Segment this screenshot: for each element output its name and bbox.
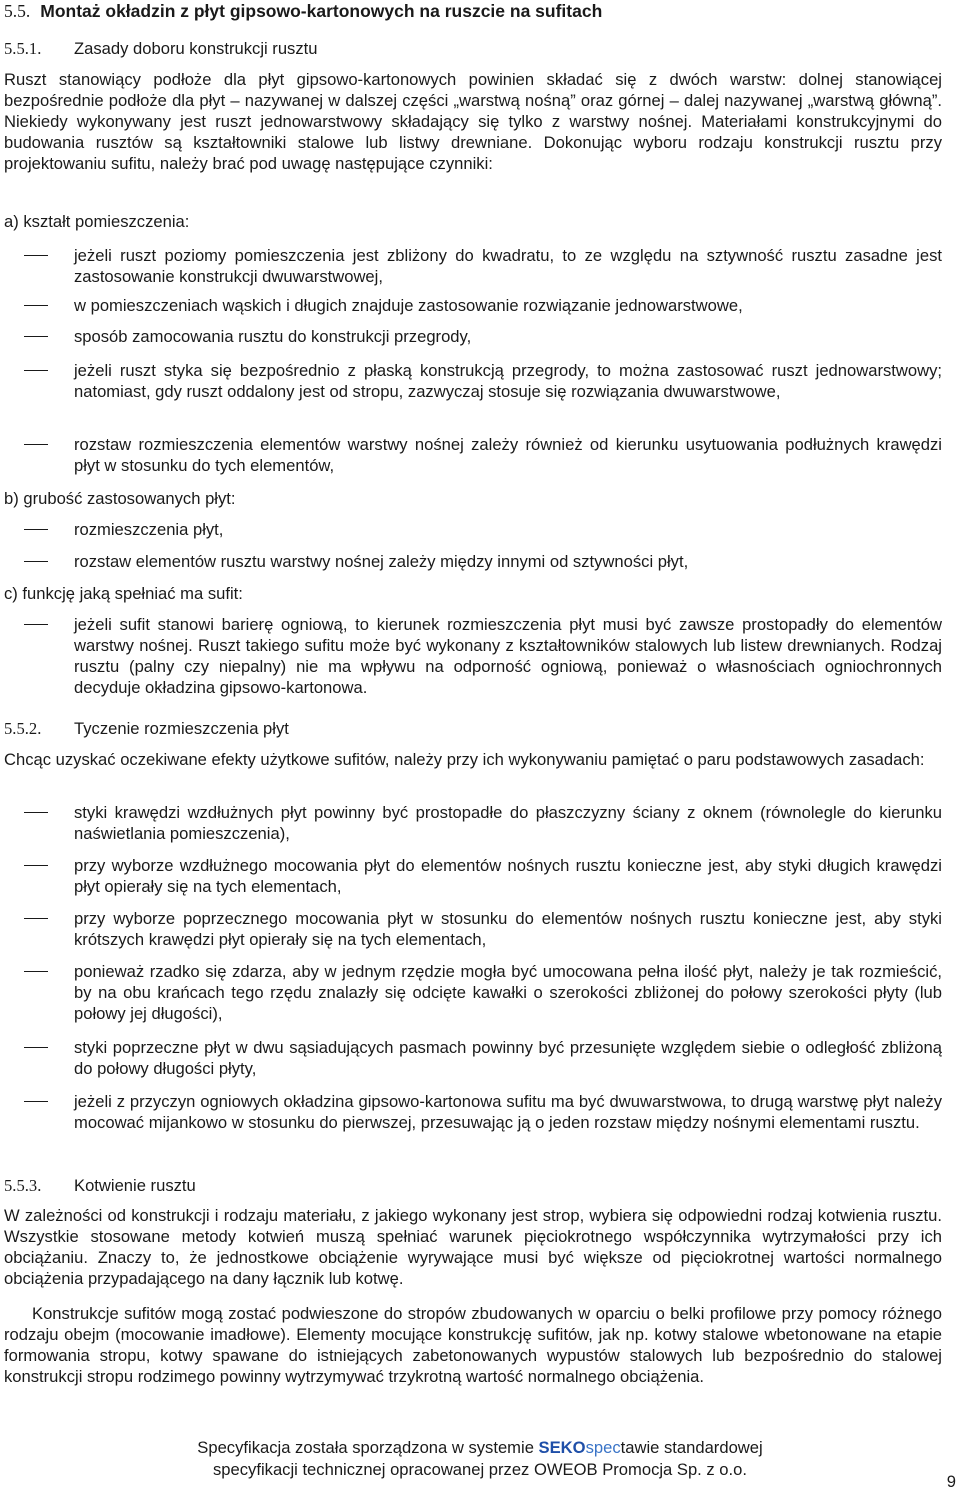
section-number: 5.5. xyxy=(4,1,31,21)
footer-line-2: specyfikacji technicznej opracowanej przez OWEOB Promocja Sp. z o.o. xyxy=(213,1460,747,1479)
paragraph: W zależności od konstrukcji i rodzaju materiału, z jakiego wykonany jest strop, wybiera się odpowiedni rodzaj kotwienia rusztu. Wszystkie stosowane metody kotwień muszą spełniać warunek pięciokrotnego współczynnika wytrzymałości przy ich obciążaniu. Znaczy to, że jednostkowe obciążenie wyrywające musi być większe od pięciokrotnej wartości normalnego obciążenia przypadającego na dany łącznik lub kotwę. xyxy=(4,1206,942,1288)
dash-bullet xyxy=(24,370,48,371)
list-item: jeżeli z przyczyn ogniowych okładzina gipsowo-kartonowa sufitu ma być dwuwarstwowa, to drugą warstwę płyt należy mocować mijankowo w stosunku do pierwszej, przesuwając ją o jeden rozstaw między nośnymi elementami rusztu. xyxy=(24,1091,942,1133)
list-item: ponieważ rzadko się zdarza, aby w jednym rzędzie mogła być umocowana pełna ilość płyt, należy je tak rozmieścić, by na obu krańcach tego rzędu znalazły się odcięte kawałki o szerokości zbliżonej do połowy szerokości płyty (lub połowy jej długości), xyxy=(24,961,942,1024)
dash-bullet xyxy=(24,336,48,337)
list-item: styki krawędzi wzdłużnych płyt powinny być prostopadłe do płaszczyzny ściany z oknem (równolegle do kierunku naświetlania pomieszczenia), xyxy=(24,802,942,844)
dash-bullet xyxy=(24,255,48,256)
intro-paragraph: Ruszt stanowiący podłoże dla płyt gipsowo-kartonowych powinien składać się z dwóch warstw: dolnej stanowiącej bezpośrednie podłoże dla płyt – nazywanej w dalszej części „warstwą nośną” oraz górnej – dalej nazywanej „warstwą główną”. Niekiedy wykonywany jest ruszt jednowarstwowy składający się tylko z warstwy nośnej. Materiałami konstrukcyjnymi do budowania rusztów są kształtowniki stalowe lub listwy drewniane. Dokonując wyboru rodzaju konstrukcji rusztu przy projektowaniu sufitu, należy brać pod uwagę następujące czynniki: xyxy=(4,70,942,173)
list-item: w pomieszczeniach wąskich i długich znajduje zastosowanie rozwiązanie jednowarstwowe, xyxy=(24,295,942,316)
page-footer xyxy=(0,1437,960,1481)
list-item: jeżeli ruszt poziomy pomieszczenia jest zbliżony do kwadratu, to ze względu na sztywność rusztu zasadne jest zastosowanie konstrukcji dwuwarstwowej, xyxy=(24,245,942,287)
list-item: jeżeli ruszt styka się bezpośrednio z płaską konstrukcją przegrody, to można zastosować ruszt jednowarstwowy; natomiast, gdy ruszt oddalony jest od stropu, zazwyczaj stosuje się rozwiązania dwuwarstwowe, xyxy=(24,360,942,402)
subsection-heading-1 xyxy=(4,38,318,59)
dash-bullet xyxy=(24,305,48,306)
dash-bullet xyxy=(24,624,48,625)
subsection-number: 5.5.3. xyxy=(4,1176,42,1195)
intro-paragraph-2: Chcąc uzyskać oczekiwane efekty użytkowe sufitów, należy przy ich wykonywaniu pamiętać o paru podstawowych zasadach: xyxy=(4,750,925,769)
page-number: 9 xyxy=(946,1472,956,1491)
list-item: rozmieszczenia płyt, xyxy=(24,519,942,540)
list-item: rozstaw elementów rusztu warstwy nośnej zależy między innymi od sztywności płyt, xyxy=(24,551,942,572)
list-item: jeżeli sufit stanowi barierę ogniową, to kierunek rozmieszczenia płyt musi być zawsze prostopadły do elementów warstwy nośnej. Ruszt takiego sufitu może być wykonany z kształtowników stalowych lub listew drewnianych. Rodzaj rusztu (palny czy niepalny) nie ma wpływu na odporność ogniową, ponieważ o własnościach ogniochronnych decyduje okładzina gipsowo-kartonowa. xyxy=(24,614,942,698)
list-item: przy wyborze wzdłużnego mocowania płyt do elementów nośnych rusztu konieczne jest, aby styki długich krawędzi płyt opierały się na tych elementach, xyxy=(24,855,942,897)
subsection-number: 5.5.1. xyxy=(4,39,42,58)
list-a-heading: a) kształt pomieszczenia: xyxy=(4,212,190,231)
list-item: styki poprzeczne płyt w dwu sąsiadujących pasmach powinny być przesunięte względem siebie o odległość zbliżoną do połowy długości płyty, xyxy=(24,1037,942,1079)
subsection-title: Zasady doboru konstrukcji rusztu xyxy=(74,39,318,58)
brand-name-suffix: spec xyxy=(585,1438,621,1457)
dash-bullet xyxy=(24,812,48,813)
section-title: Montaż okładzin z płyt gipsowo-kartonowych na ruszcie na sufitach xyxy=(40,1,603,21)
dash-bullet xyxy=(24,918,48,919)
list-item: rozstaw rozmieszczenia elementów warstwy nośnej zależy również od kierunku usytuowania podłużnych krawędzi płyt w stosunku do tych elementów, xyxy=(24,434,942,476)
subsection-heading-2 xyxy=(4,718,289,739)
footer-line-1: Specyfikacja została sporządzona w systemie SEKOspectawie standardowej xyxy=(197,1438,763,1457)
list-c-heading: c) funkcję jaką spełniać ma sufit: xyxy=(4,584,243,603)
dash-bullet xyxy=(24,1101,48,1102)
subsection-heading-3 xyxy=(4,1175,196,1196)
section-heading xyxy=(4,0,602,22)
brand-name: SEKO xyxy=(538,1438,586,1457)
paragraph: Konstrukcje sufitów mogą zostać podwieszone do stropów zbudowanych w oparciu o belki profilowe przy pomocy różnego rodzaju obejm (mocowanie imadłowe). Elementy mocujące konstrukcję sufitów, jak np. kotwy stalowe wbetonowane na etapie formowania stropu, kotwy spawane do istniejących zabetonowanych wypustów stalowych lub bezpośrednio do stalowej konstrukcji stropu rodzimego powinny wytrzymywać trzykrotną wartość normalnego obciążenia. xyxy=(4,1304,942,1386)
dash-bullet xyxy=(24,561,48,562)
subsection-title: Kotwienie rusztu xyxy=(74,1176,196,1195)
dash-bullet xyxy=(24,529,48,530)
dash-bullet xyxy=(24,865,48,866)
subsection-title: Tyczenie rozmieszczenia płyt xyxy=(74,719,289,738)
list-item: sposób zamocowania rusztu do konstrukcji przegrody, xyxy=(24,326,942,347)
dash-bullet xyxy=(24,1047,48,1048)
dash-bullet xyxy=(24,444,48,445)
dash-bullet xyxy=(24,971,48,972)
list-item: przy wyborze poprzecznego mocowania płyt w stosunku do elementów nośnych rusztu konieczne jest, aby styki krótszych krawędzi płyt opierały się na tych elementach, xyxy=(24,908,942,950)
subsection-number: 5.5.2. xyxy=(4,719,42,738)
list-b-heading: b) grubość zastosowanych płyt: xyxy=(4,489,236,508)
